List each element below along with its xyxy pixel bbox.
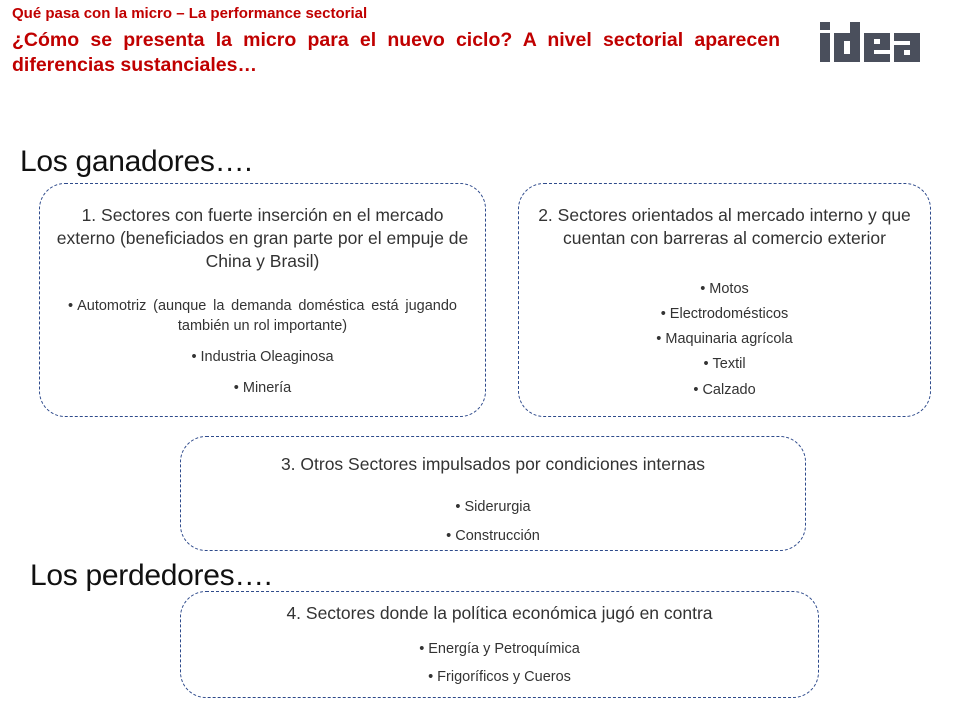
bullet: • — [455, 499, 461, 515]
list-item: • Energía y Petroquímica — [419, 641, 580, 657]
list-item: • Industria Oleaginosa — [191, 349, 334, 365]
list-item: • Textil — [703, 356, 746, 372]
header-kicker: Qué pasa con la micro – La performance sectorial — [12, 5, 368, 22]
list-item: • Calzado — [693, 382, 756, 398]
bullet: • — [419, 641, 425, 657]
box-title: 2. Sectores orientados al mercado interno y que cuentan con barreras al comercio exterior — [538, 205, 911, 248]
list-item: • Minería — [233, 380, 292, 396]
bullet: • — [700, 281, 706, 297]
list-item: • Construcción — [446, 528, 540, 544]
bullet: • — [656, 331, 662, 347]
sector-box-policy-against — [180, 591, 819, 698]
bullet: • — [233, 380, 239, 396]
box-title: 1. Sectores con fuerte inserción en el mercado externo (beneficiados en gran parte por el empuje de China y Brasil) — [56, 205, 469, 271]
bullet: • — [68, 298, 74, 314]
winners-title: Los ganadores…. — [20, 145, 253, 178]
bullet: • — [693, 382, 699, 398]
bullet: • — [191, 349, 197, 365]
bullet: • — [446, 528, 452, 544]
headline: ¿Cómo se presenta la micro para el nuevo ciclo? A nivel sectorial aparecen diferencias sustanciales… — [12, 29, 780, 76]
box-title: 3. Otros Sectores impulsados por condiciones internas — [280, 454, 706, 474]
sector-box-external-market — [39, 183, 486, 417]
bullet: • — [660, 306, 666, 322]
box-title: 4. Sectores donde la política económica jugó en contra — [286, 603, 713, 623]
losers-title: Los perdedores…. — [30, 559, 273, 592]
sector-box-internal-market — [518, 183, 931, 417]
bullet: • — [428, 669, 434, 685]
list-item: • Electrodomésticos — [660, 306, 789, 322]
list-item: • Motos — [700, 281, 749, 297]
list-item: • Maquinaria agrícola — [656, 331, 793, 347]
sector-box-internal-conditions — [180, 436, 806, 551]
list-item: • Automotriz (aunque la demanda doméstica está jugando también un rol importante) — [68, 298, 457, 334]
list-item: • Frigoríficos y Cueros — [428, 669, 571, 685]
idea-logo — [818, 18, 922, 66]
list-item: • Siderurgia — [455, 499, 531, 515]
bullet: • — [703, 356, 709, 372]
